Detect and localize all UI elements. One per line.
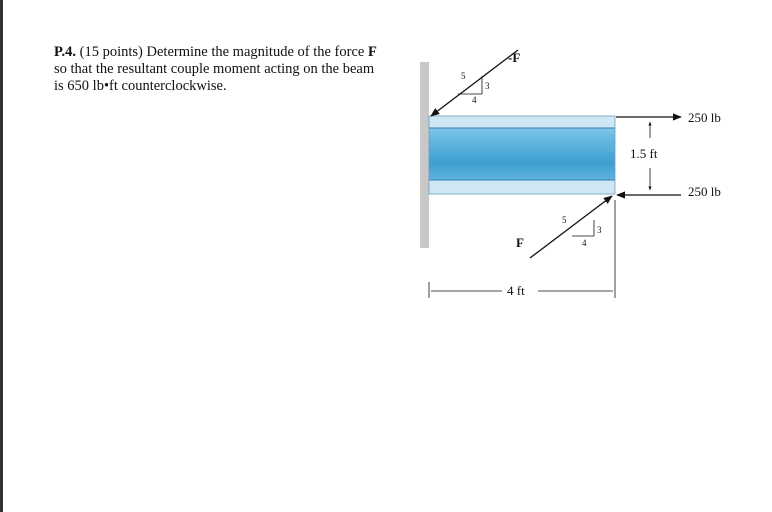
problem-text-a: Determine the magnitude of the force [146,44,365,60]
problem-bold-F: F [367,44,377,60]
bottom-slope-hyp: 5 [562,215,567,225]
vertical-dimension [630,122,658,190]
horizontal-dim-label: 4 ft [507,283,525,298]
top-force [431,50,520,116]
force-right-bottom-label: 250 lb [688,184,721,199]
top-slope-hyp: 5 [461,71,466,81]
force-right-top-label: 250 lb [688,110,721,125]
beam [429,116,615,194]
problem-text-b: so that the resultant couple moment acting on the beam is 650 lb•ft counterclockwise. [54,61,375,94]
problem-points: (15 points) [79,44,143,60]
bottom-force [516,196,612,258]
vertical-dim-label: 1.5 ft [630,146,658,161]
bottom-slope-run: 4 [582,238,587,248]
top-slope-run: 4 [472,95,477,105]
top-force-label: -F [508,50,521,65]
bottom-slope-rise: 3 [597,225,602,235]
problem-number: P.4. [54,44,77,60]
top-slope-rise: 3 [485,81,490,91]
bottom-force-label: F [516,235,524,250]
wall [420,62,429,248]
